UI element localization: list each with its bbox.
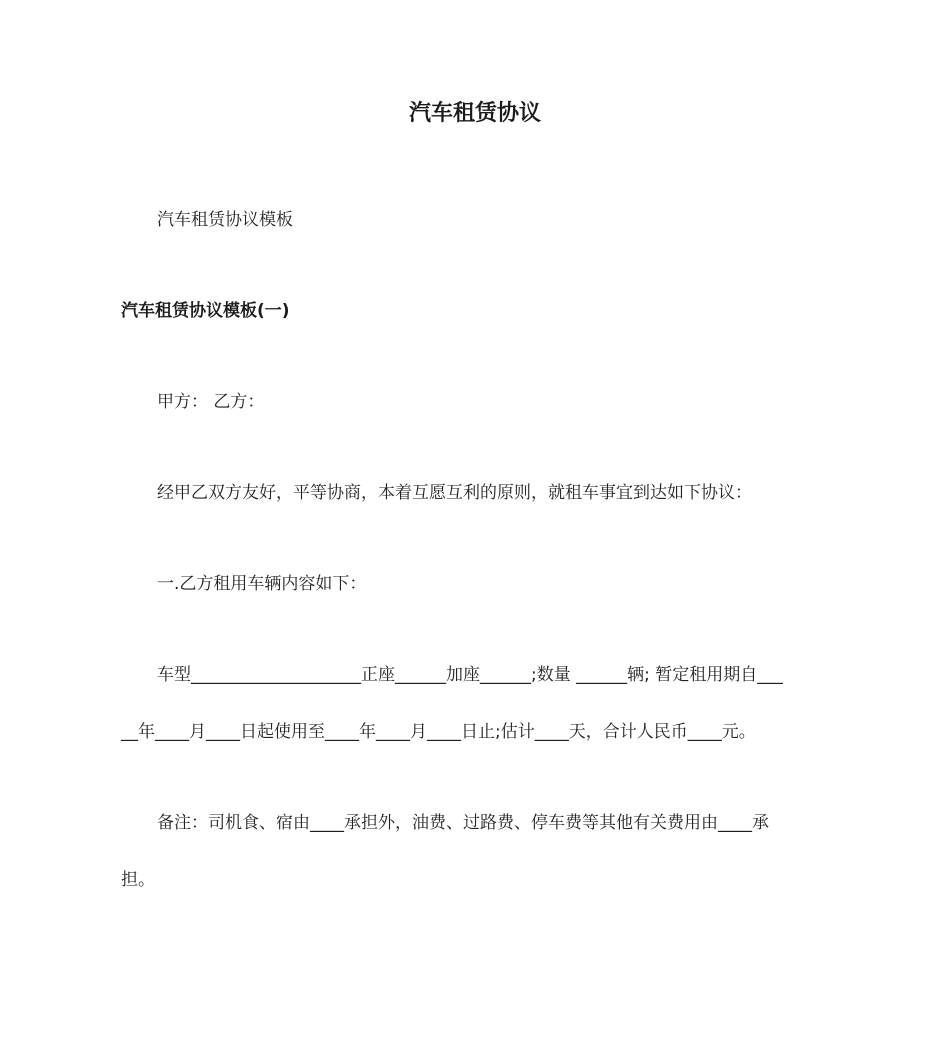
remark-line-1: 备注：司机食、宿由____承担外，油费、过路费、停车费等其他有关费用由____承 xyxy=(157,813,769,833)
document-title: 汽车租赁协议 xyxy=(408,101,541,126)
section-heading: 汽车租赁协议模板(一) xyxy=(121,301,290,321)
remark-line-2: 担。 xyxy=(121,870,155,890)
clause-1-heading: 一.乙方租用车辆内容如下： xyxy=(157,574,367,594)
clause-1-line-2: __年____月____日起使用至____年____月____日止;估计____天，合计人民币____元。 xyxy=(121,722,756,742)
document-subtitle: 汽车租赁协议模板 xyxy=(157,210,293,230)
intro-paragraph: 经甲乙双方友好，平等协商，本着互愿互利的原则，就租车事宜到达如下协议： xyxy=(157,483,752,503)
clause-1-line-1: 车型____________________正座______加座______;数量 ______辆; 暂定租用期自___ xyxy=(157,665,783,685)
parties-line: 甲方： 乙方： xyxy=(157,392,265,412)
